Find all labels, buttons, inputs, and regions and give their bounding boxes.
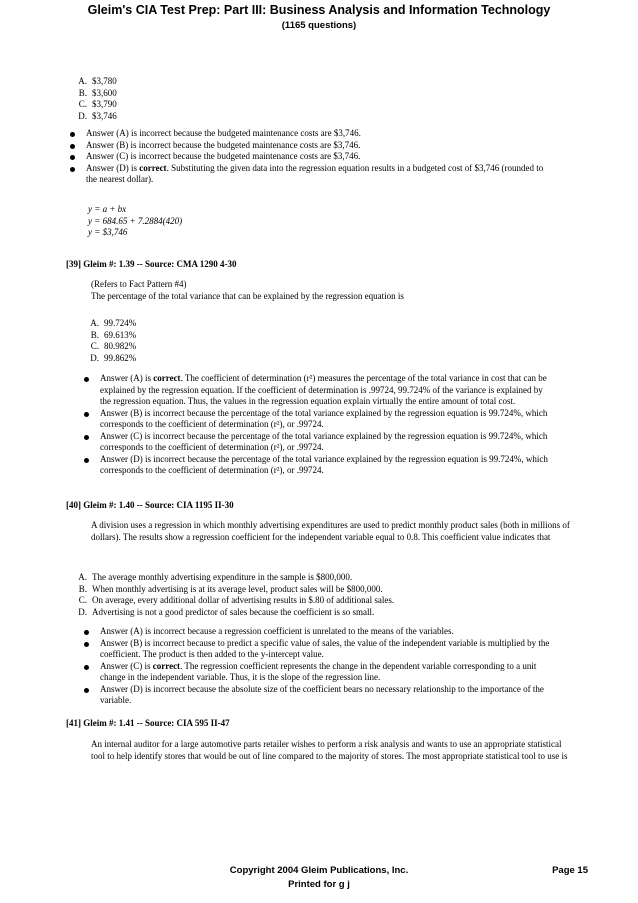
choice-item: C. $3,790 [78, 99, 117, 109]
choice-item: A. $3,780 [78, 76, 117, 86]
answer-explanation: Answer (A) is incorrect because a regression coefficient is unrelated to the means of the variables. [80, 626, 560, 638]
answer-explanation: Answer (C) is incorrect because the budgeted maintenance costs are $3,746. [66, 151, 548, 163]
question-stem: An internal auditor for a large automotive parts retailer wishes to perform a risk analysis and wants to use an appropriate statistical tool to help identify stores that would be out of line compared to the majority of stores. The most appropriate statistical tool to use is [91, 739, 568, 761]
q38-answers [66, 128, 548, 186]
answer-explanation: Answer (B) is incorrect because to predict a specific value of sales, the value of the independent variable is multiplied by the coefficient. The product is then added to the y-intercept value. [80, 638, 560, 661]
question-header: [40] Gleim #: 1.40 -- Source: CIA 1195 II-30 [66, 500, 234, 510]
answer-explanation-correct: Answer (C) is correct. The regression coefficient represents the change in the dependent variable corresponding to a unit change in the independent variable. Thus, it is the slope of the regression line. [80, 661, 560, 684]
q38-choices [71, 76, 571, 122]
q40-answers [80, 626, 560, 707]
choice-item: A. 99.724% [90, 318, 137, 328]
question-header: [39] Gleim #: 1.39 -- Source: CMA 1290 4-30 [66, 259, 237, 269]
q39-choices [83, 318, 563, 364]
answer-explanation-correct: Answer (D) is correct. Substituting the given data into the regression equation results in a budgeted cost of $3,746 (rounded to the nearest dollar). [66, 163, 548, 186]
page-number: Page 15 [552, 865, 588, 876]
equation-line: y = $3,746 [88, 227, 128, 237]
q40-choices [71, 572, 561, 618]
equation-line: y = a + bx [88, 204, 127, 214]
answer-explanation: Answer (D) is incorrect because the absolute size of the coefficient bears no necessary relationship to the importance of the variable. [80, 684, 560, 707]
q38-equations [88, 204, 388, 239]
choice-item: D. Advertising is not a good predictor of sales because the coefficient is so small. [78, 606, 375, 617]
page-title: Gleim's CIA Test Prep: Part III: Business Analysis and Information Technology [87, 3, 551, 17]
footer-printed-for: Printed for g j [288, 879, 350, 890]
answer-explanation: Answer (C) is incorrect because the percentage of the total variance explained by the regression equation is 99.724%, which corresponds to the coefficient of determination (r²), or .99724. [80, 431, 550, 454]
choice-item: D. 99.862% [90, 352, 137, 363]
choice-item: C. On average, every additional dollar of advertising results in $.80 of additional sales. [78, 595, 395, 605]
choice-item: A. The average monthly advertising expenditure in the sample is $800,000. [78, 572, 353, 582]
choice-item: C. 80.982% [90, 341, 137, 351]
answer-explanation: Answer (B) is incorrect because the budgeted maintenance costs are $3,746. [66, 140, 548, 152]
equation-line: y = 684.65 + 7.2884(420) [88, 215, 183, 226]
question-stem: (Refers to Fact Pattern #4) The percentage of the total variance that can be explained by the regression equation is [91, 279, 404, 301]
question-header: [41] Gleim #: 1.41 -- Source: CIA 595 II-47 [66, 718, 230, 728]
footer-copyright: Copyright 2004 Gleim Publications, Inc. [229, 865, 409, 876]
choice-item: B. When monthly advertising is at its average level, product sales will be $800,000. [78, 583, 383, 594]
q39-answers [80, 373, 550, 477]
question-stem: A division uses a regression in which monthly advertising expenditures are used to predict monthly product sales (both in millions of dollars). The results show a regression coefficient for the independent variable equal to 0.8. This coefficient value indicates that [91, 520, 570, 542]
answer-explanation: Answer (D) is incorrect because the percentage of the total variance explained by the regression equation is 99.724%, which corresponds to the coefficient of determination (r²), or .99724. [80, 454, 550, 477]
page-subtitle: (1165 questions) [281, 20, 357, 31]
choice-item: B. 69.613% [90, 329, 137, 340]
answer-explanation-correct: Answer (A) is correct. The coefficient of determination (r²) measures the percentage of the total variance in cost that can be explained by the regression equation. If the coefficient of determination is .99724, 99.724% of the variance is explained by the regression equation. Thus, the values in the regression equation explain virtually the entire amount of total cost. [80, 373, 550, 408]
choice-item: B. $3,600 [78, 87, 117, 98]
answer-explanation: Answer (A) is incorrect because the budgeted maintenance costs are $3,746. [66, 128, 548, 140]
answer-explanation: Answer (B) is incorrect because the percentage of the total variance explained by the regression equation is 99.724%, which corresponds to the coefficient of determination (r²), or .99724. [80, 408, 550, 431]
choice-item: D. $3,746 [78, 110, 117, 121]
